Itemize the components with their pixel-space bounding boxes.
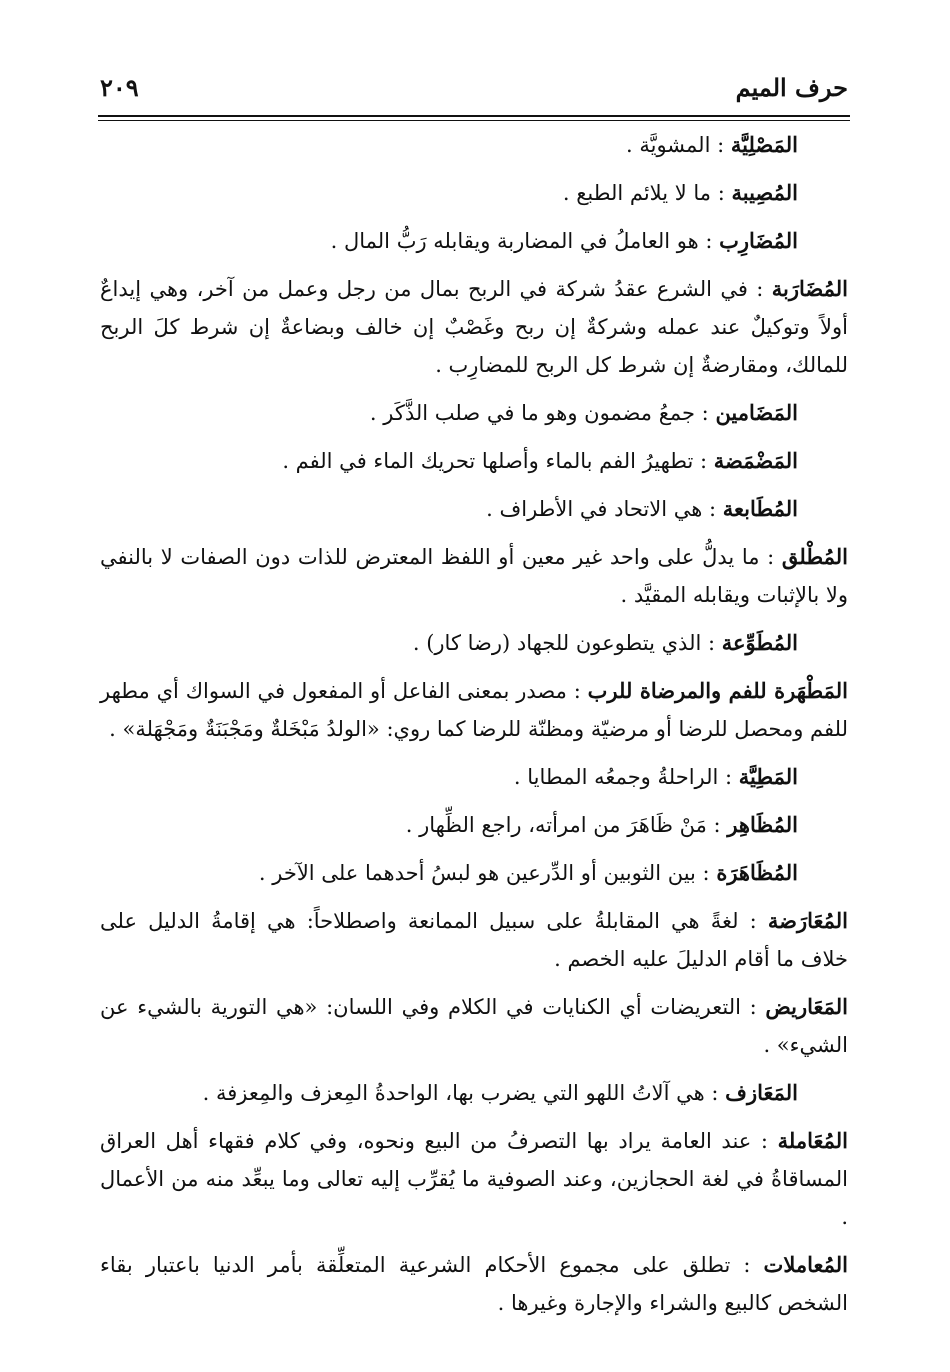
entry-definition: : هي الاتحاد في الأطراف . bbox=[486, 497, 717, 521]
entry-term: المُعَارَضة bbox=[767, 908, 848, 933]
entry-definition: : الراحلةُ وجمعُه المطايا . bbox=[513, 765, 733, 789]
dictionary-entries bbox=[100, 126, 848, 1332]
dictionary-entry bbox=[100, 442, 848, 480]
dictionary-entry bbox=[100, 270, 848, 384]
entry-definition: : عند العامة يراد بها التصرفُ من البيع ونحوه، وفي كلام فقهاء أهل العراق المساقاةُ في لغة الحجازين، وعند الصوفية ما يُقرِّب إليه تعالى وما يبعِّد منه من الأعمال . bbox=[100, 1129, 848, 1229]
page-header bbox=[100, 62, 848, 102]
entry-term: المُطَابعة bbox=[722, 496, 798, 521]
entry-definition: : تطلق على مجموع الأحكام الشرعية المتعلِّقة بأمر الدنيا باعتبار بقاء الشخص كالبيع والشراء والإجارة وغيرها . bbox=[100, 1253, 848, 1315]
entry-term: المُضَارِب bbox=[719, 228, 798, 253]
dictionary-entry bbox=[100, 672, 848, 748]
entry-definition: : الذي يتطوعون للجهاد (رضا كار) . bbox=[412, 631, 716, 655]
entry-term: المُعَاملة bbox=[777, 1128, 848, 1153]
entry-definition: : لغةً هي المقابلةُ على سبيل الممانعة واصطلاحاً: هي إقامةُ الدليل على خلاف ما أقام الدليلَ عليه الخصم . bbox=[100, 909, 848, 971]
header-rule bbox=[98, 115, 850, 117]
entry-definition: : مصدر بمعنى الفاعل أو المفعول في السواك أي مطهر للفم ومحصل للرضا أو مرضيّة ومظنّة للرضا كما روي: «الولدُ مَبْخَلةٌ ومَجْبَنَةٌ ومَجْهَلة» . bbox=[100, 679, 848, 741]
dictionary-entry bbox=[100, 988, 848, 1064]
dictionary-entry bbox=[100, 758, 848, 796]
entry-term: المُظَاهَرَة bbox=[716, 860, 798, 885]
entry-term: المَعَازف bbox=[725, 1080, 798, 1105]
entry-term: المُصِيبة bbox=[731, 180, 798, 205]
entry-term: المَصْلِيَّة bbox=[730, 132, 798, 157]
dictionary-entry bbox=[100, 1122, 848, 1236]
entry-term: المُطْلق bbox=[781, 544, 848, 569]
entry-term: المُضَارَبة bbox=[771, 276, 848, 301]
entry-definition: : هو العاملُ في المضاربة ويقابله رَبُّ المال . bbox=[330, 229, 713, 253]
entry-term: المَضْمَضة bbox=[713, 448, 798, 473]
entry-term: المَطِيَّة bbox=[738, 764, 798, 789]
running-head-title: حرف الميم bbox=[735, 73, 848, 102]
entry-definition: : في الشرع عقدُ شركة في الربح بمال من رجل وعمل من آخر، وهي إيداعٌ أولاً وتوكيلٌ عند عمله وشركةٌ إن ربح وغَصْبٌ إن خالف وبضاعةٌ إن شرط كلَ الربح للمالك، ومقارضةٌ إن شرط كل الربح للمضارِب . bbox=[100, 277, 848, 377]
entry-definition: : مَنْ ظَاهَرَ من امرأته، راجع الظِّهار . bbox=[405, 813, 721, 837]
entry-definition: : تطهيرُ الفم بالماء وأصلها تحريك الماء في الفم . bbox=[282, 449, 708, 473]
dictionary-entry bbox=[100, 902, 848, 978]
dictionary-entry bbox=[100, 538, 848, 614]
dictionary-entry bbox=[100, 174, 848, 212]
entry-term: المَطْهَرة للفم والمرضاة للرب bbox=[587, 678, 848, 703]
entry-definition: : التعريضات أي الكنايات في الكلام وفي اللسان: «هي التورية بالشيء عن الشيء» . bbox=[100, 995, 848, 1057]
dictionary-entry bbox=[100, 126, 848, 164]
entry-term: المُطَوِّعة bbox=[721, 630, 798, 655]
dictionary-entry bbox=[100, 490, 848, 528]
entry-definition: : بين الثوبين أو الدِّرعين هو لبسُ أحدهما على الآخر . bbox=[258, 861, 710, 885]
dictionary-entry bbox=[100, 806, 848, 844]
entry-definition: : ما لا يلائم الطبع . bbox=[562, 181, 725, 205]
entry-definition: : المشويَّة . bbox=[626, 133, 725, 157]
entry-definition: : جمعُ مضمون وهو ما في صلب الذَّكَر . bbox=[369, 401, 709, 425]
dictionary-entry bbox=[100, 1074, 848, 1112]
entry-term: المَعَاريض bbox=[765, 994, 848, 1019]
header-rule-thin bbox=[98, 120, 850, 121]
entry-definition: : هي آلاتُ اللهو التي يضرب بها، الواحدةُ المِعزف والمِعزفة . bbox=[202, 1081, 719, 1105]
dictionary-entry bbox=[100, 222, 848, 260]
entry-term: المَضَامين bbox=[715, 400, 798, 425]
entry-term: المُظَاهِر bbox=[727, 812, 798, 837]
dictionary-entry bbox=[100, 394, 848, 432]
page-number: ٢٠٩ bbox=[100, 73, 139, 102]
dictionary-entry bbox=[100, 1246, 848, 1322]
dictionary-entry bbox=[100, 624, 848, 662]
entry-definition: : ما يدلُّ على واحد غير معين أو اللفظ المعترض للذات دون الصفات لا بالنفي ولا بالإثبات ويقابله المقيَّد . bbox=[100, 545, 848, 607]
dictionary-entry bbox=[100, 854, 848, 892]
entry-term: المُعاملات bbox=[763, 1252, 848, 1277]
